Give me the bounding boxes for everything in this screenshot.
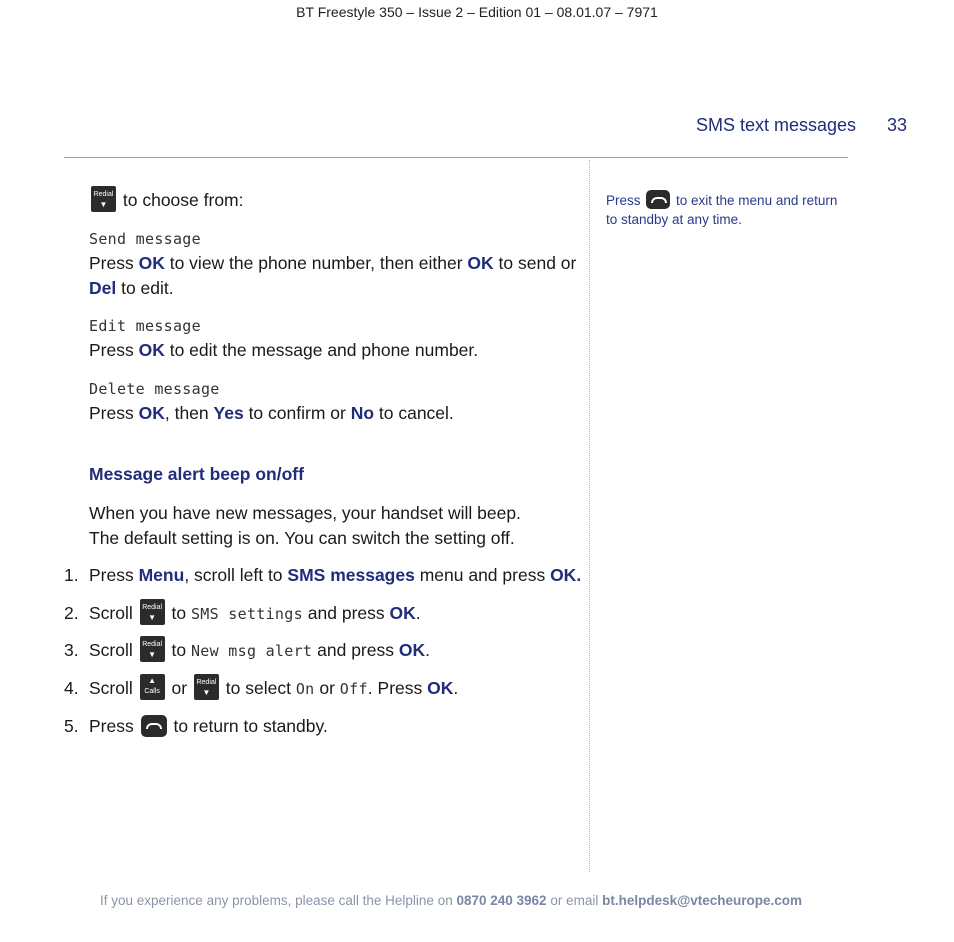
section-title: SMS text messages: [696, 115, 857, 135]
step-2: Scroll Redial ▼ to SMS settings and press OK.: [89, 601, 421, 627]
edition-info: BT Freestyle 350 – Issue 2 – Edition 01 – 08.01.07 – 7971: [296, 4, 658, 20]
option-delete-message-lcd: Delete message: [89, 380, 220, 398]
description-line-2: The default setting is on. You can switch the setting off.: [89, 528, 515, 548]
page-number: 33: [887, 115, 908, 135]
header-rule: [64, 157, 848, 158]
option-edit-message-lcd: Edit message: [89, 317, 201, 335]
option-edit-desc: Press OK to edit the message and phone number.: [89, 340, 479, 360]
calls-up-key-icon: ▲ Calls: [140, 674, 165, 700]
helpline-phone: 0870 240 3962: [456, 893, 547, 908]
column-divider: [589, 160, 590, 872]
end-call-phone-icon: [141, 715, 167, 737]
helpdesk-email: bt.helpdesk@vtecheurope.com: [602, 893, 803, 908]
redial-down-key-icon: Redial ▼: [140, 636, 165, 662]
option-delete-desc: Press OK, then Yes to confirm or No to cancel.: [89, 403, 454, 423]
step-number: 4.: [64, 678, 79, 698]
step-number: 1.: [64, 565, 79, 585]
step-number: 5.: [64, 716, 79, 736]
helpline-footer: If you experience any problems, please call the Helpline on 0870 240 3962 or email bt.helpdesk@vtecheurope.com: [100, 893, 803, 908]
description-line-1: When you have new messages, your handset will beep.: [89, 503, 521, 523]
step-1: Press Menu, scroll left to SMS messages menu and press OK.: [89, 565, 582, 585]
redial-down-key-icon: Redial ▼: [91, 186, 116, 212]
step-3: Scroll Redial ▼ to New msg alert and press OK.: [89, 638, 430, 664]
option-send-message-lcd: Send message: [89, 230, 201, 248]
subheading-message-alert: Message alert beep on/off: [89, 464, 304, 484]
step-5: Press to return to standby.: [89, 716, 328, 736]
end-call-phone-icon: [646, 190, 670, 209]
redial-down-key-icon: Redial ▼: [194, 674, 219, 700]
intro-line: Redial ▼ to choose from:: [89, 188, 244, 214]
option-send-desc-2: Del to edit.: [89, 278, 174, 298]
sidebar-tip: Press to exit the menu and return to standby at any time.: [606, 192, 846, 229]
option-send-desc-1: Press OK to view the phone number, then either OK to send or: [89, 253, 577, 273]
redial-down-key-icon: Redial ▼: [140, 599, 165, 625]
step-number: 3.: [64, 640, 79, 660]
step-number: 2.: [64, 603, 79, 623]
step-4: Scroll ▲ Calls or Redial ▼ to select On or Off. Press OK.: [89, 676, 458, 702]
